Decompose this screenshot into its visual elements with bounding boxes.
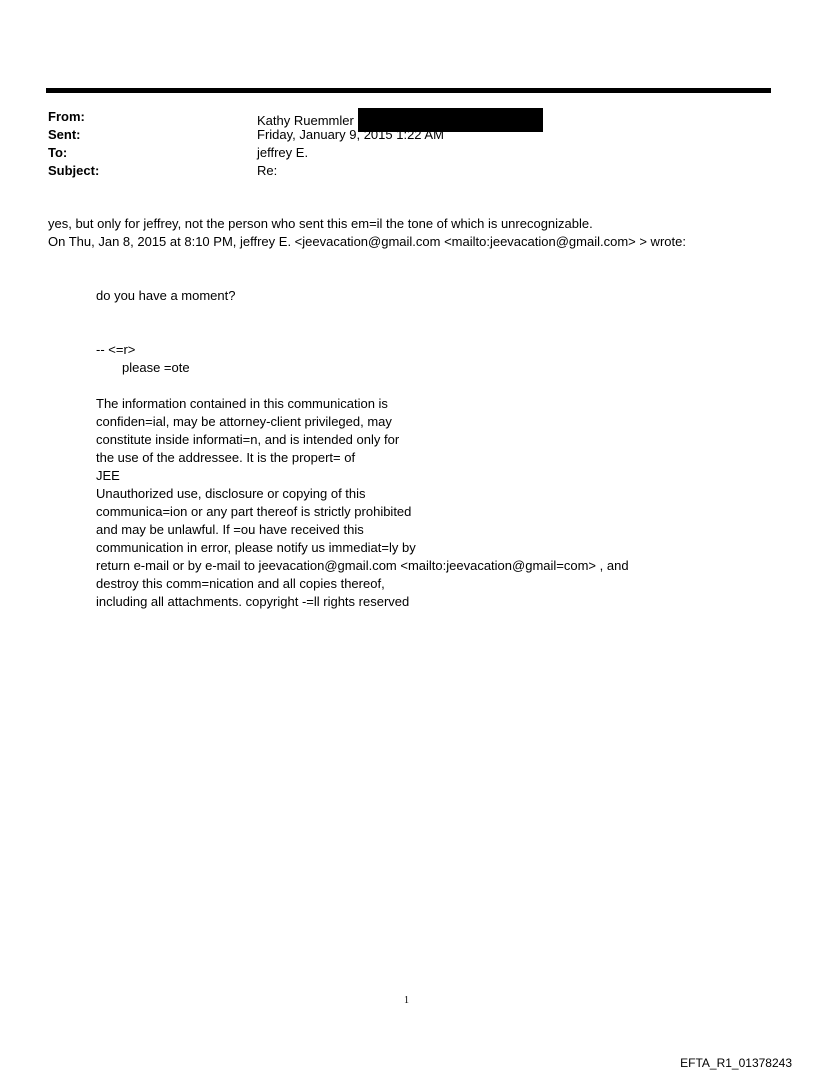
email-body bbox=[48, 215, 686, 251]
to-label: To: bbox=[48, 145, 68, 160]
quoted-message: do you have a moment? bbox=[96, 288, 236, 303]
document-id: EFTA_R1_01378243 bbox=[680, 1056, 792, 1070]
disclaimer-line: JEE bbox=[96, 468, 120, 483]
sent-value: Friday, January 9, 2015 1:22 AM bbox=[257, 127, 444, 142]
sent-label: Sent: bbox=[48, 127, 81, 142]
sender-name: Kathy Ruemmler bbox=[257, 113, 354, 128]
disclaimer-line: communica=ion or any part thereof is strictly prohibited bbox=[96, 504, 412, 519]
disclaimer-line: communication in error, please notify us immediat=ly by bbox=[96, 540, 416, 555]
subject-row bbox=[48, 162, 768, 180]
email-header bbox=[48, 108, 768, 180]
disclaimer-line: return e-mail or by e-mail to jeevacation@gmail.com <mailto:jeevacation@gmail=com> , and bbox=[96, 558, 629, 573]
disclaimer-line: including all attachments. copyright -=ll rights reserved bbox=[96, 594, 410, 609]
disclaimer bbox=[96, 395, 629, 611]
disclaimer-line: confiden=ial, may be attorney-client privileged, may bbox=[96, 414, 392, 429]
disclaimer-line: destroy this comm=nication and all copies thereof, bbox=[96, 576, 385, 591]
quote-intro: On Thu, Jan 8, 2015 at 8:10 PM, jeffrey E. <jeevacation@gmail.com <mailto:jeevacation@gmail.com> > wrote: bbox=[48, 234, 686, 249]
header-divider bbox=[46, 88, 771, 93]
sent-row bbox=[48, 126, 768, 144]
to-row bbox=[48, 144, 768, 162]
disclaimer-line: The information contained in this communication is bbox=[96, 396, 388, 411]
signature-marker: -- <=r> bbox=[96, 342, 136, 357]
from-row bbox=[48, 108, 768, 126]
page-number: 1 bbox=[404, 995, 409, 1006]
to-value: jeffrey E. bbox=[257, 145, 309, 160]
subject-value: Re: bbox=[257, 163, 278, 178]
disclaimer-line: and may be unlawful. If =ou have received this bbox=[96, 522, 364, 537]
subject-label: Subject: bbox=[48, 163, 100, 178]
disclaimer-line: Unauthorized use, disclosure or copying of this bbox=[96, 486, 366, 501]
signature-note: please =ote bbox=[122, 360, 190, 375]
from-label: From: bbox=[48, 109, 85, 124]
reply-text: yes, but only for jeffrey, not the person who sent this em=il the tone of which is unrecognizable. bbox=[48, 216, 593, 231]
disclaimer-line: constitute inside informati=n, and is intended only for bbox=[96, 432, 400, 447]
disclaimer-line: the use of the addressee. It is the propert= of bbox=[96, 450, 356, 465]
